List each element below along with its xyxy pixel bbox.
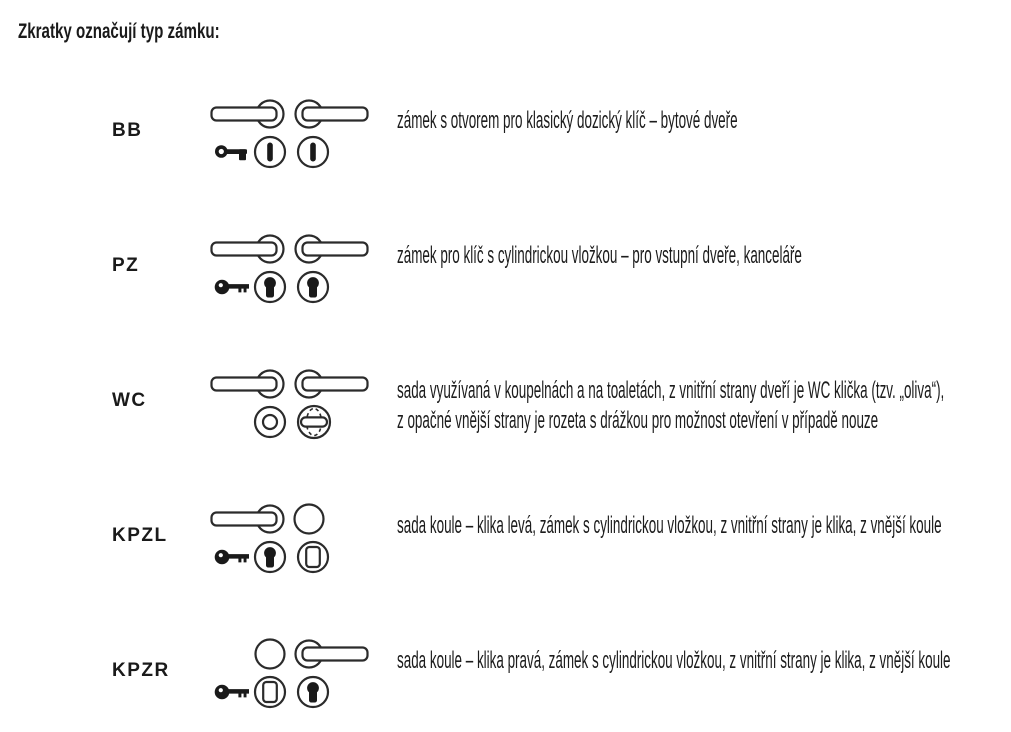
lock-code-label: KPZL bbox=[112, 525, 168, 546]
lock-description-line: sada koule – klika levá, zámek s cylindrickou vložkou, z vnitřní strany je klika, z vnější koule bbox=[397, 512, 942, 539]
keyhole-rosette-pz-icon bbox=[298, 272, 328, 302]
page-title: Zkratky označují typ zámku: bbox=[18, 20, 220, 43]
lock-description bbox=[397, 646, 951, 676]
blind-rosette-icon bbox=[255, 677, 285, 707]
lock-hardware-illustration bbox=[205, 94, 375, 174]
lock-hardware-illustration bbox=[205, 634, 375, 714]
lock-type-row bbox=[0, 94, 1011, 174]
rosette-groove-icon bbox=[255, 407, 285, 437]
lever-handle-left-icon bbox=[212, 506, 284, 533]
lock-type-row bbox=[0, 634, 1011, 714]
lock-type-row bbox=[0, 364, 1011, 444]
key-cylinder-icon bbox=[215, 280, 249, 295]
lock-hardware-illustration bbox=[205, 499, 375, 579]
key-cylinder-icon bbox=[215, 685, 249, 700]
lever-handle-right-icon bbox=[296, 371, 368, 398]
lever-handle-right-icon bbox=[296, 641, 368, 668]
lock-code-label: PZ bbox=[112, 255, 140, 276]
lock-code-label: BB bbox=[112, 120, 143, 141]
lock-hardware-illustration bbox=[205, 364, 375, 444]
lock-description bbox=[397, 241, 802, 271]
lock-description-line: sada využívaná v koupelnách a na toaletách, z vnitřní strany dveří je WC klička (tzv. „oliva“), bbox=[397, 377, 945, 404]
keyhole-rosette-pz-icon bbox=[255, 272, 285, 302]
lock-hardware-illustration bbox=[205, 229, 375, 309]
lever-handle-right-icon bbox=[296, 236, 368, 263]
lock-description-line: zámek pro klíč s cylindrickou vložkou – pro vstupní dveře, kanceláře bbox=[397, 242, 802, 269]
lock-description bbox=[397, 511, 942, 541]
lock-code-label: WC bbox=[112, 390, 147, 411]
blind-rosette-icon bbox=[298, 542, 328, 572]
lock-description bbox=[397, 106, 738, 136]
door-knob-icon bbox=[256, 640, 285, 669]
lever-handle-left-icon bbox=[212, 236, 284, 263]
lock-type-row bbox=[0, 229, 1011, 309]
key-cylinder-icon bbox=[215, 550, 249, 565]
lever-handle-left-icon bbox=[212, 101, 284, 128]
lever-handle-right-icon bbox=[296, 101, 368, 128]
keyhole-rosette-bb-icon bbox=[255, 137, 285, 167]
lock-code-label: KPZR bbox=[112, 660, 170, 681]
lever-handle-left-icon bbox=[212, 371, 284, 398]
lock-description-line: zámek s otvorem pro klasický dozický klíč – bytové dveře bbox=[397, 107, 738, 134]
door-knob-icon bbox=[295, 505, 324, 534]
lock-description-line: z opačné vnější strany je rozeta s drážkou pro možnost otevření v případě nouze bbox=[397, 407, 879, 434]
keyhole-rosette-bb-icon bbox=[298, 137, 328, 167]
lock-description-line: sada koule – klika pravá, zámek s cylindrickou vložkou, z vnitřní strany je klika, z vnější koule bbox=[397, 647, 951, 674]
key-classic-icon bbox=[215, 145, 247, 160]
keyhole-rosette-pz-icon bbox=[298, 677, 328, 707]
lock-type-row bbox=[0, 499, 1011, 579]
wc-oliva-rosette-icon bbox=[298, 406, 330, 438]
lock-description bbox=[397, 376, 944, 436]
keyhole-rosette-pz-icon bbox=[255, 542, 285, 572]
